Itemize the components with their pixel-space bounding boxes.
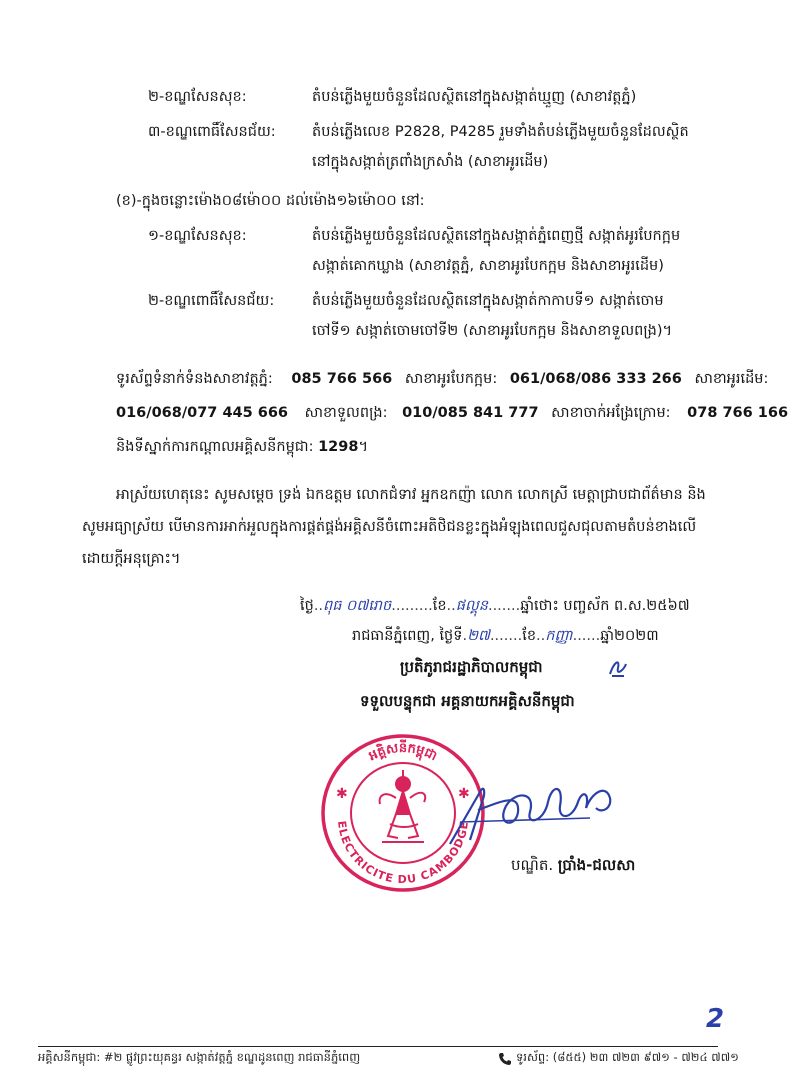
footer-divider [38, 1046, 718, 1047]
lunar-day-handwritten: ពុធ ០៧រោច [323, 598, 392, 614]
contact-phone-od: 016/068/077 445 666 [116, 405, 289, 421]
district-pou-senchey-a: ៣-ខណ្ឌពោធិ៍សែនជ័យ: [148, 124, 276, 140]
closing-line-2: សូមអធ្យាស្រ័យ បើមានការអាក់អួលក្នុងការផ្គត់ផ្គង់អគ្គិសនីចំពោះអតិថិជនខ្លះក្នុងអំឡុងពេលជួសជុលតាមតំបន់ខាងលើ [82, 519, 697, 535]
contact-label-tp: សាខាទួលពង្រ: [304, 405, 388, 421]
contact-label-hq: និងទីស្នាក់ការកណ្តាលអគ្គិសនីកម្ពុជា: [116, 439, 314, 455]
solar-month-handwritten: កញ្ញា [545, 628, 573, 644]
footer-phone-block [498, 1050, 739, 1067]
stamp-star-right-icon: ✱ [458, 786, 470, 802]
lunar-month-prefix: ខែ [432, 598, 447, 614]
footer-phone-text: ទូរស័ព្ទ: (៨៥៥) ២៣ ៧២៣ ៩៧១ - ៧២៤ ៧៧១ [516, 1050, 739, 1064]
apsara-figure-icon [380, 770, 426, 842]
lunar-month-handwritten: ផល្គុន [455, 598, 488, 614]
contacts-line-1 [116, 368, 768, 390]
area-desc-pou-senchey-b-line2: ចៅទី១ សង្កាត់ចោមចៅទី២ (សាខាអូរបែកក្អម និងសាខាទួលពង្រ)។ [312, 323, 673, 339]
district-sen-sok-a: ២-ខណ្ឌសែនសុខ: [148, 89, 247, 105]
contact-label-od: សាខាអូរដើម: [694, 371, 769, 387]
contact-phone-hq: 1298 [318, 439, 359, 455]
contact-phone-obk: 061/068/086 333 266 [509, 371, 682, 387]
signer-prefix: បណ្ឌិត. [511, 856, 554, 874]
svg-text:អគ្គិសនីកម្ពុជា [366, 739, 440, 765]
initial-mark-icon [606, 656, 628, 680]
contact-phone-ck: 078 766 166 [687, 405, 788, 421]
signature-title-line-2: ទទួលបន្ទុកជា អគ្គនាយកអគ្គិសនីកម្ពុជា [360, 692, 575, 710]
contact-label-wat-phnom: ទូរស័ព្ទទំនាក់ទំនងសាខាវត្តភ្នំ: [116, 371, 273, 387]
closing-line-1: អាស្រ័យហេតុនេះ សូមសម្តេច ទ្រង់ ឯកឧត្តម លោកជំទាវ អ្នកឧកញ៉ា លោក លោកស្រី មេត្តាជ្រាបជាព័ត៌មាន និង [116, 487, 706, 503]
solar-date-prefix: រាជធានីភ្នំពេញ, ថ្ងៃទី [352, 628, 463, 644]
district-pou-senchey-b: ២-ខណ្ឌពោធិ៍សែនជ័យ: [148, 293, 275, 309]
district-sen-sok-b: ១-ខណ្ឌសែនសុខ: [148, 228, 247, 244]
area-desc-pou-senchey-a-line1: តំបន់ភ្លើងលេខ P2828, P4285 រួមទាំងតំបន់ភ្លើងមួយចំនួនដែលស្ថិត [312, 124, 689, 140]
signer-name: ប្រាំង-ជលសា [557, 856, 636, 874]
phone-icon [498, 1052, 512, 1066]
lunar-suffix: ឆ្នាំថោះ បញ្ចស័ក ព.ស.២៥៦៧ [520, 598, 690, 614]
handwritten-signature [440, 762, 640, 852]
section-b-heading: (ខ)-ក្នុងចន្លោះម៉ោង០៨ម៉ោ០០ ដល់ម៉ោង១៦ម៉ោ០០ នៅ: [116, 193, 425, 209]
contact-label-ck: សាខាចាក់អង្រែក្រោម: [551, 405, 671, 421]
contacts-line-2 [116, 402, 788, 424]
contacts-line-3 [116, 436, 368, 458]
area-desc-pou-senchey-b-line1: តំបន់ភ្លើងមួយចំនួនដែលស្ថិតនៅក្នុងសង្កាត់កាកាបទី១ សង្កាត់ចោម [312, 293, 664, 309]
contact-phone-wat-phnom: 085 766 566 [291, 371, 393, 387]
area-desc-pou-senchey-a-line2: នៅក្នុងសង្កាត់ត្រពាំងក្រសាំង (សាខាអូរដើម) [312, 154, 549, 170]
footer-address: អគ្គិសនីកម្ពុជា: #២ ផ្លូវព្រះយុគន្ធរ សង្កាត់វត្តភ្នំ ខណ្ឌដូនពេញ រាជធានីភ្នំពេញ [38, 1050, 361, 1064]
stamp-star-left-icon: ✱ [336, 786, 348, 802]
contact-phone-tp: 010/085 841 777 [402, 405, 539, 421]
solar-month-prefix: ខែ [522, 628, 537, 644]
signer-name-line [511, 854, 635, 876]
closing-line-3: ដោយក្តីអនុគ្រោះ។ [82, 551, 181, 567]
area-desc-sen-sok-a: តំបន់ភ្លើងមួយចំនួនដែលស្ថិតនៅក្នុងសង្កាត់ឃ្មួញ (សាខាវត្តភ្នំ) [312, 89, 637, 105]
area-desc-sen-sok-b-line1: តំបន់ភ្លើងមួយចំនួនដែលស្ថិតនៅក្នុងសង្កាត់ភ្នំពេញថ្មី សង្កាត់អូរបែកក្អម [312, 228, 681, 244]
contact-hq-end: ។ [358, 439, 368, 455]
area-desc-sen-sok-b-line2: សង្កាត់គោកឃ្លាង (សាខាវត្តភ្នំ, សាខាអូរបែកក្អម និងសាខាអូរដើម) [312, 258, 664, 274]
signature-title-line-1: ប្រតិភូរាជរដ្ឋាភិបាលកម្ពុជា [400, 658, 543, 676]
lunar-date-line: ថ្ងៃ..ពុធ ០៧រោច.........ខែ..ផល្គុន.......ឆ្នាំថោះ បញ្ចស័ក ព.ស.២៥៦៧ [300, 598, 690, 614]
solar-date-line: រាជធានីភ្នំពេញ, ថ្ងៃទី.២៧.......ខែ..កញ្ញា......ឆ្នាំ២០២៣ [352, 628, 659, 644]
contact-label-obk: សាខាអូរបែកក្អម: [404, 371, 498, 387]
solar-day-handwritten: ២៧ [467, 628, 490, 644]
page-number-handwritten: 2 [706, 1004, 725, 1034]
stamp-top-text: អគ្គិសនីកម្ពុជា [366, 741, 440, 765]
solar-suffix: ឆ្នាំ២០២៣ [600, 628, 659, 644]
stamp-bottom-text: ELECTRICITE DU CAMBODGE [334, 820, 472, 887]
lunar-day-prefix: ថ្ងៃ [300, 598, 314, 614]
